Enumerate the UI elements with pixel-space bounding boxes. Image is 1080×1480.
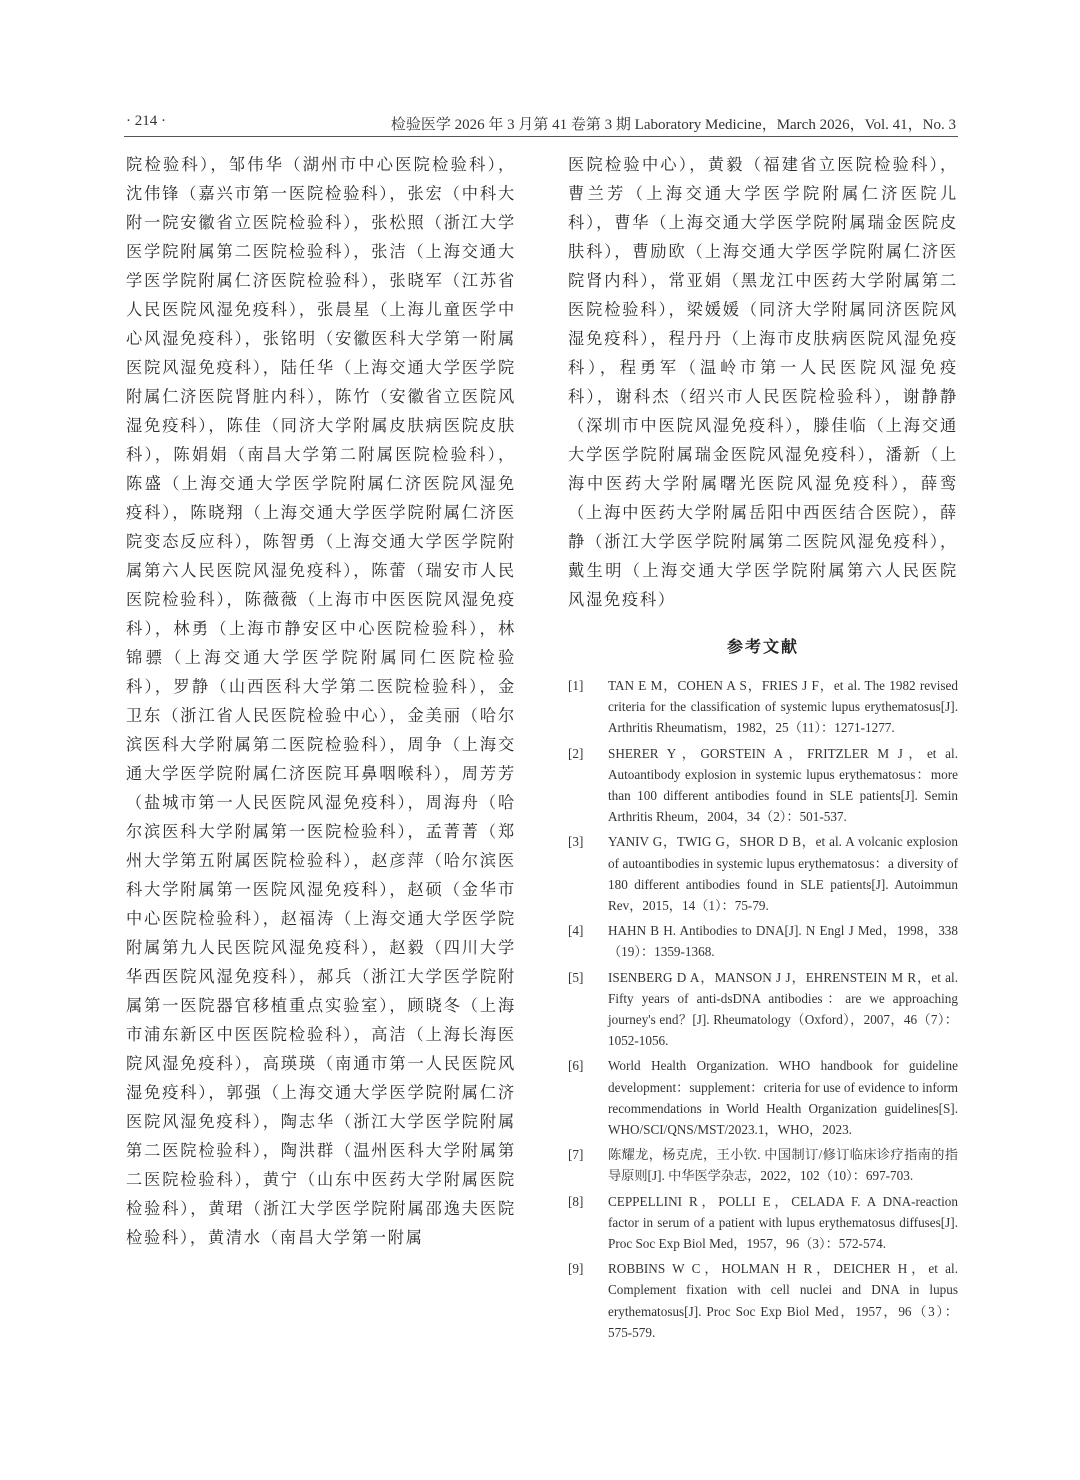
reference-number: [8]	[568, 1193, 584, 1209]
reference-number: [6]	[568, 1058, 584, 1074]
reference-list	[568, 675, 958, 1343]
reference-text: SHERER Y，GORSTEIN A，FRITZLER M J，et al. Autoantibody explosion in systemic lupus erythematosus：more than 100 different antibodies found in SLE patients[J]. Semin Arthritis Rheum，2004，34（2）：501-537.	[608, 745, 958, 825]
reference-text: TAN E M，COHEN A S，FRIES J F，et al. The 1982 revised criteria for the classification of systemic lupus erythematosus[J]. Arthritis Rheumatism，1982，25（11）：1271-1277.	[608, 678, 958, 736]
reference-number: [9]	[568, 1261, 584, 1277]
left-column	[126, 150, 516, 1252]
right-column	[568, 150, 958, 1347]
header-rule	[124, 136, 958, 137]
reference-text: ISENBERG D A，MANSON J J，EHRENSTEIN M R，et al. Fifty years of anti-dsDNA antibodies：are we approaching journey's end？[J]. Rheumatology（Oxford），2007，46（7）：1052-1056.	[608, 969, 958, 1049]
running-head: 检验医学 2026 年 3 月第 41 卷第 3 期 Laboratory Medicine，March 2026，Vol. 41，No. 3	[390, 117, 956, 133]
reference-item	[568, 831, 958, 916]
reference-number: [3]	[568, 834, 584, 850]
page-number: · 214 ·	[126, 113, 166, 129]
reference-number: [7]	[568, 1147, 584, 1163]
reference-text: 陈耀龙，杨克虎，王小钦. 中国制订/修订临床诊疗指南的指导原则[J]. 中华医学杂志，2022，102（10）：697-703.	[608, 1147, 958, 1184]
reference-item	[568, 1191, 958, 1255]
reference-text: ROBBINS W C，HOLMAN H R，DEICHER H，et al. Complement fixation with cell nuclei and DNA in lupus erythematosus[J]. Proc Soc Exp Biol Med，1957，96（3）：575-579.	[608, 1261, 958, 1340]
author-affiliation-list-right: 医院检验中心），黄毅（福建省立医院检验科），曹兰芳（上海交通大学医学院附属仁济医院儿科），曹华（上海交通大学医学院附属瑞金医院皮肤科），曹励欧（上海交通大学医学院附属仁济医院肾内科），常亚娟（黑龙江中医药大学附属第二医院检验科），梁媛媛（同济大学附属同济医院风湿免疫科），程丹丹（上海市皮肤病医院风湿免疫科），程勇军（温岭市第一人民医院风湿免疫科），谢科杰（绍兴市人民医院检验科），谢静静（深圳市中医院风湿免疫科），滕佳临（上海交通大学医学院附属瑞金医院风湿免疫科），潘新（上海中医药大学附属曙光医院风湿免疫科），薛鸾（上海中医药大学附属岳阳中西医结合医院），薛静（浙江大学医学院附属第二医院风湿免疫科），戴生明（上海交通大学医学院附属第六人民医院风湿免疫科）	[568, 155, 958, 609]
reference-item	[568, 967, 958, 1052]
reference-text: CEPPELLINI R，POLLI E，CELADA F. A DNA-reaction factor in serum of a patient with lupus erythematosus diffuses[J]. Proc Soc Exp Biol Med，1957，96（3）：572-574.	[608, 1193, 958, 1252]
author-affiliation-list-left: 院检验科），邹伟华（湖州市中心医院检验科），沈伟锋（嘉兴市第一医院检验科），张宏（中科大附一院安徽省立医院检验科），张松照（浙江大学医学院附属第二医院检验科），张洁（上海交通大学医学院附属仁济医院检验科），张晓军（江苏省人民医院风湿免疫科），张晨星（上海儿童医学中心风湿免疫科），张铭明（安徽医科大学第一附属医院风湿免疫科），陆任华（上海交通大学医学院附属仁济医院肾脏内科），陈竹（安徽省立医院风湿免疫科），陈佳（同济大学附属皮肤病医院皮肤科），陈娟娟（南昌大学第二附属医院检验科），陈盛（上海交通大学医学院附属仁济医院风湿免疫科），陈晓翔（上海交通大学医学院附属仁济医院变态反应科），陈智勇（上海交通大学医学院附属第六人民医院风湿免疫科），陈蕾（瑞安市人民医院检验科），陈薇薇（上海市中医医院风湿免疫科），林勇（上海市静安区中心医院检验科），林锦骠（上海交通大学医学院附属同仁医院检验科），罗静（山西医科大学第二医院检验科），金卫东（浙江省人民医院检验中心），金美丽（哈尔滨医科大学附属第二医院检验科），周争（上海交通大学医学院附属仁济医院耳鼻咽喉科），周芳芳（盐城市第一人民医院风湿免疫科），周海舟（哈尔滨医科大学附属第一医院检验科），孟菁菁（郑州大学第五附属医院检验科），赵彦萍（哈尔滨医科大学附属第一医院风湿免疫科），赵硕（金华市中心医院检验科），赵福涛（上海交通大学医学院附属第九人民医院风湿免疫科），赵毅（四川大学华西医院风湿免疫科），郝兵（浙江大学医学院附属第一医院器官移植重点实验室），顾晓冬（上海市浦东新区中医医院检验科），高洁（上海长海医院风湿免疫科），高瑛瑛（南通市第一人民医院风湿免疫科），郭强（上海交通大学医学院附属仁济医院风湿免疫科），陶志华（浙江大学医学院附属第二医院检验科），陶洪群（温州医科大学附属第二医院检验科），黄宁（山东中医药大学附属医院检验科），黄珺（浙江大学医学院附属邵逸夫医院检验科），黄清水（南昌大学第一附属	[126, 155, 516, 1247]
reference-number: [5]	[568, 969, 584, 985]
reference-text: HAHN B H. Antibodies to DNA[J]. N Engl J Med，1998，338（19）：1359-1368.	[608, 923, 958, 960]
reference-item	[568, 1055, 958, 1140]
reference-item	[568, 1144, 958, 1186]
reference-text: YANIV G，TWIG G，SHOR D B，et al. A volcanic explosion of autoantibodies in systemic lupus erythematosus：a diversity of 180 different antibodies found in SLE patients[J]. Autoimmun Rev，2015，14（1）：75-79.	[608, 834, 958, 914]
reference-number: [4]	[568, 923, 584, 939]
reference-number: [2]	[568, 745, 584, 761]
reference-item	[568, 920, 958, 962]
reference-text: World Health Organization. WHO handbook for guideline development：supplement：criteria for use of evidence to inform recommendations in World Health Organization guidelines[S]. WHO/SCI/QNS/MST/2023.1，WHO，2023.	[608, 1058, 958, 1138]
reference-item	[568, 743, 958, 828]
references-heading: 参考文献	[726, 637, 799, 656]
reference-item	[568, 1258, 958, 1343]
reference-item	[568, 675, 958, 739]
reference-number: [1]	[568, 678, 584, 693]
